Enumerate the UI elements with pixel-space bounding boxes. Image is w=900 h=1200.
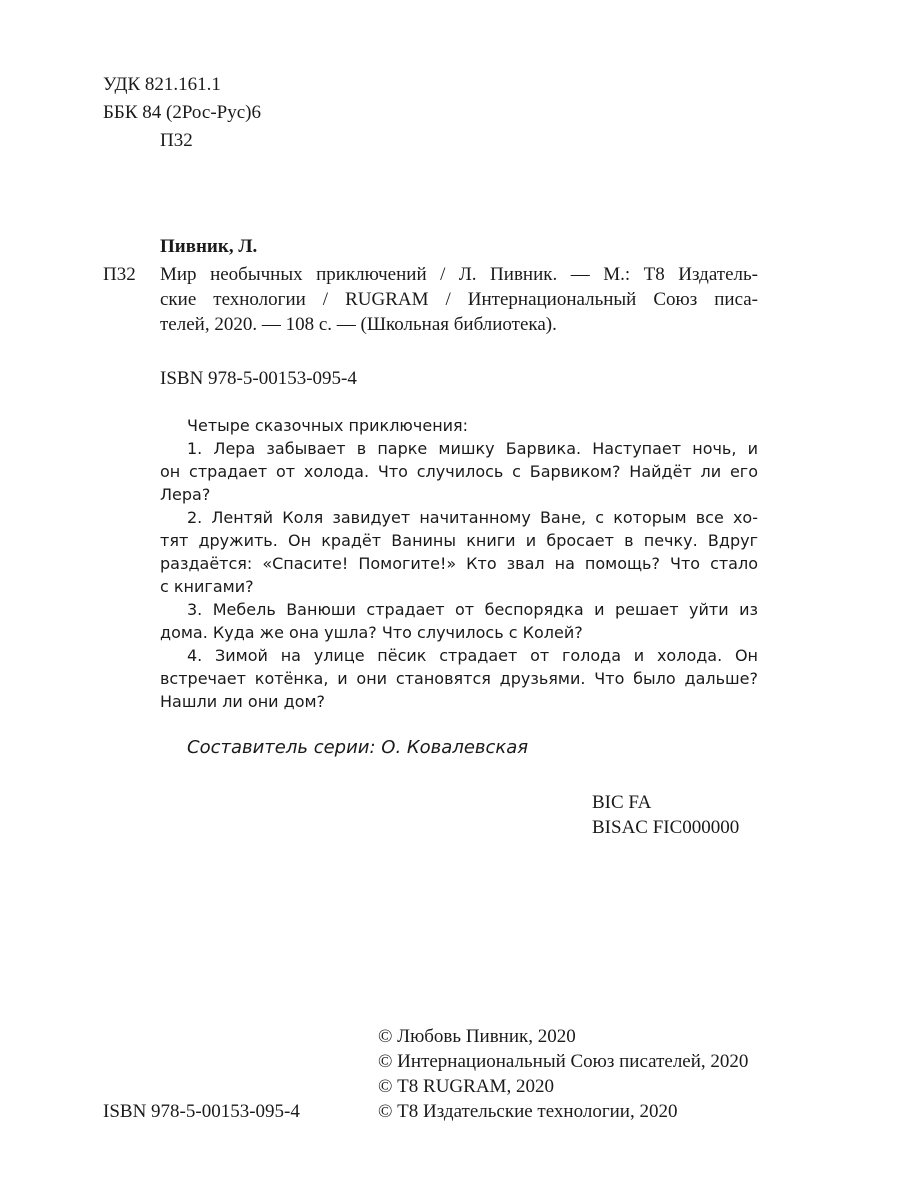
annotation-line: 2. Лентяй Коля завидует начитанному Ване, с которым все хо-: [187, 508, 758, 527]
catalog-author: Пивник, Л.: [160, 236, 258, 257]
footer-isbn: ISBN 978-5-00153-095-4: [103, 1101, 300, 1122]
catalog-description-line: ские технологии / RUGRAM / Интернациональный Союз писа-: [160, 289, 758, 310]
series-compiler: Составитель серии: О. Ковалевская: [187, 737, 529, 758]
annotation-line: Четыре сказочных приключения:: [187, 416, 469, 435]
annotation-line: 4. Зимой на улице пёсик страдает от голода и холода. Он: [187, 646, 758, 665]
annotation-line: Нашли ли они дом?: [160, 692, 326, 711]
copyright-line: © Т8 Издательские технологии, 2020: [378, 1101, 678, 1122]
copyright-line: © Т8 RUGRAM, 2020: [378, 1076, 554, 1097]
catalog-description-line: Мир необычных приключений / Л. Пивник. — М.: Т8 Издатель-: [160, 264, 758, 285]
annotation-line: раздаётся: «Спасите! Помогите!» Кто звал на помощь? Что стало: [160, 554, 758, 573]
bisac-code: BISAC FIC000000: [592, 817, 740, 838]
copyright-line: © Любовь Пивник, 2020: [378, 1026, 576, 1047]
catalog-isbn: ISBN 978-5-00153-095-4: [160, 368, 357, 389]
annotation-line: встречает котёнка, и они становятся друзьями. Что было дальше?: [160, 669, 758, 688]
annotation-line: 3. Мебель Ванюши страдает от беспорядка и решает уйти из: [187, 600, 758, 619]
author-sign-code: П32: [160, 130, 193, 151]
bic-code: BIC FA: [592, 792, 652, 813]
catalog-description: [160, 262, 758, 337]
catalog-code: П32: [103, 264, 136, 285]
annotation-line: тят дружить. Он крадёт Ванины книги и бросает в печку. Вдруг: [160, 531, 758, 550]
annotation-line: дома. Куда же она ушла? Что случилось с Колей?: [160, 623, 583, 642]
annotation-line: с книгами?: [160, 577, 254, 596]
annotation-line: Лера?: [160, 485, 211, 504]
udk-code: УДК 821.161.1: [103, 74, 221, 95]
annotation-line: 1. Лера забывает в парке мишку Барвика. Наступает ночь, и: [187, 439, 758, 458]
copyright-line: © Интернациональный Союз писателей, 2020: [378, 1051, 749, 1072]
annotation-line: он страдает от холода. Что случилось с Барвиком? Найдёт ли его: [160, 462, 758, 481]
catalog-description-line: телей, 2020. — 108 с. — (Школьная библиотека).: [160, 314, 557, 335]
copyright-block: [378, 1024, 748, 1124]
annotation: [160, 414, 758, 713]
bbk-code: ББК 84 (2Рос-Рус)6: [103, 102, 261, 123]
